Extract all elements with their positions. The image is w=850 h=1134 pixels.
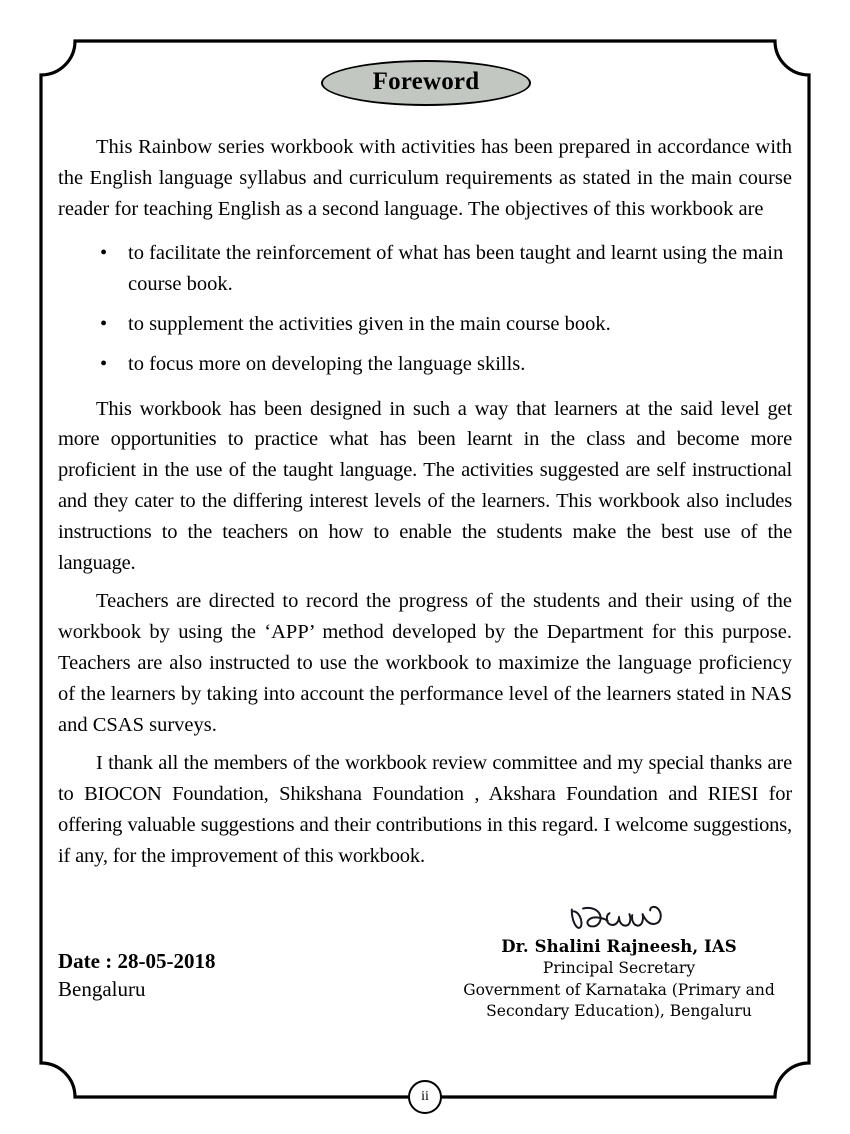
list-item-label: to supplement the activities given in the main course book. — [128, 312, 611, 335]
paragraph-intro: This Rainbow series workbook with activities has been prepared in accordance with the English language syllabus and curriculum requirements as stated in the main course reader for teaching English as a second language. The objectives of this workbook are — [58, 136, 792, 220]
date-label: Date : 28-05-2018 — [58, 949, 216, 973]
list-item-label: to facilitate the reinforcement of what has been taught and learnt using the main course book. — [128, 242, 784, 296]
paragraph-thanks: I thank all the members of the workbook review committee and my special thanks are to BIOCON Foundation, Shikshana Foundation , Akshara Foundation and RIESI for offering valuable suggestions and their contributions in this regard. I welcome suggestions, if any, for the improvement of this workbook. — [58, 752, 792, 867]
signer-organization-line-2: Secondary Education), Bengaluru — [486, 1002, 752, 1020]
page-title-badge — [321, 60, 531, 106]
objectives-list — [58, 238, 792, 379]
city-label: Bengaluru — [58, 977, 146, 1001]
signature-block — [454, 900, 784, 1023]
bullet-icon: • — [100, 312, 108, 335]
handwritten-signature-icon — [559, 900, 679, 934]
page-title: Foreword — [372, 68, 480, 95]
paragraph-design: This workbook has been designed in such a way that learners at the said level get more opportunities to practice what has been learnt in the class and become more proficient in the use of the taught language. The activities suggested are self instructional and they cater to the differing interest levels of the learners. This workbook also includes instructions to the teachers on how to enable the students make the best use of the language. — [58, 397, 792, 574]
list-item — [58, 309, 792, 340]
signer-designation: Principal Secretary — [542, 959, 696, 977]
page-number-badge — [408, 1080, 442, 1114]
list-item-label: to focus more on developing the language skills. — [128, 352, 526, 375]
page-number-label: ii — [421, 1089, 429, 1104]
bullet-icon: • — [100, 352, 108, 375]
list-item — [58, 349, 792, 380]
signer-name: Dr. Shalini Rajneesh, IAS — [501, 937, 737, 956]
date-block — [58, 947, 215, 1003]
foreword-content — [58, 132, 792, 872]
bullet-icon: • — [100, 242, 108, 265]
list-item — [58, 238, 792, 300]
closing-block — [58, 900, 792, 1040]
signer-organization-line-1: Government of Karnataka (Primary and — [463, 980, 775, 999]
paragraph-teachers: Teachers are directed to record the progress of the students and their using of the workbook by using the ‘APP’ method developed by the Department for this purpose. Teachers are also instructed to use the workbook to maximize the language proficiency of the learners by taking into account the performance level of the learners stated in NAS and CSAS surveys. — [58, 590, 792, 736]
